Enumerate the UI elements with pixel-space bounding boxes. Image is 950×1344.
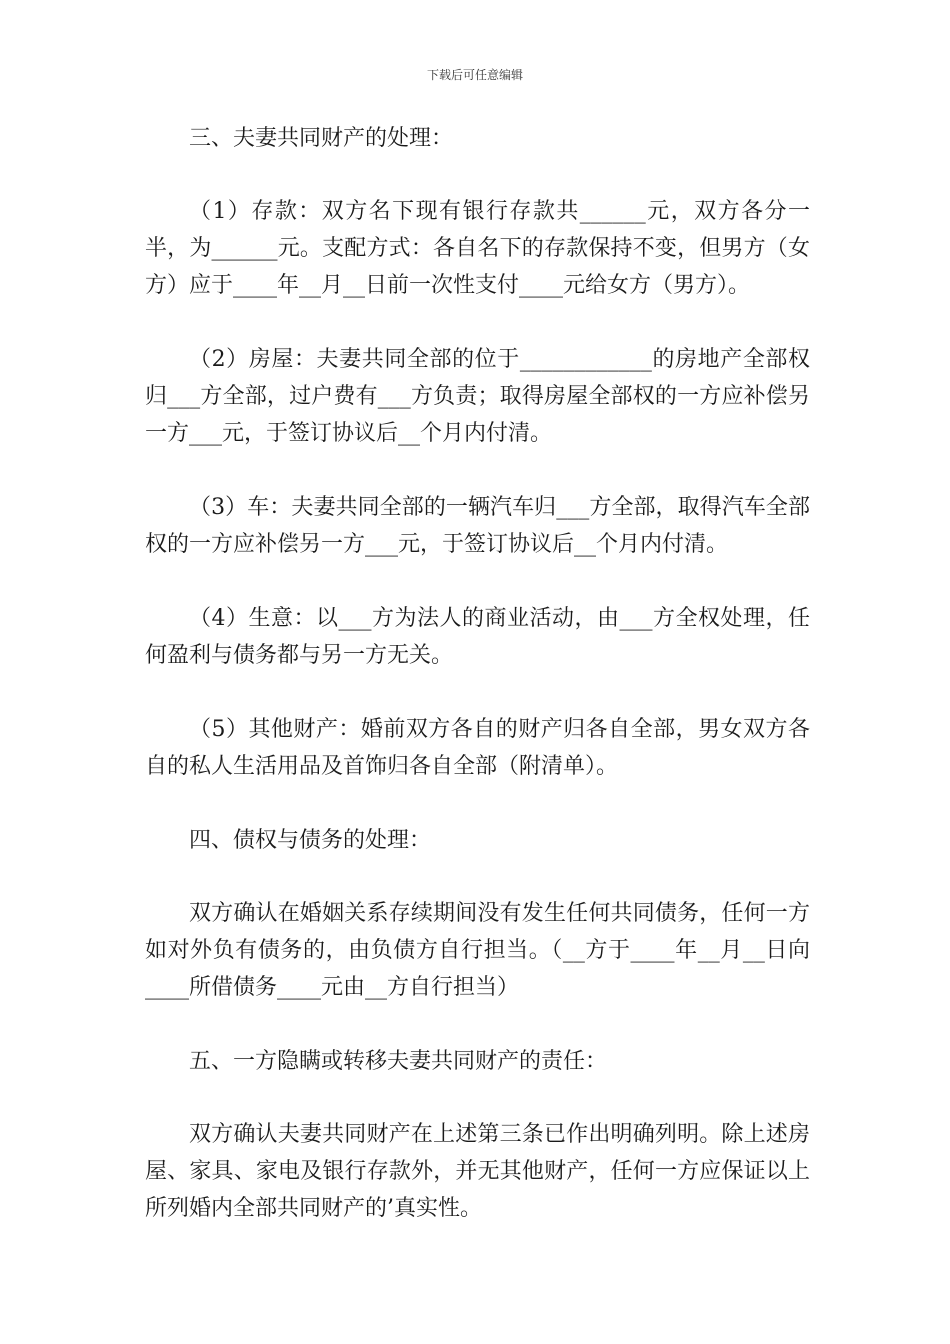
section-heading-5: 五、一方隐瞒或转移夫妻共同财产的责任： [189, 1049, 608, 1074]
paragraph-house: （2）房屋：夫妻共同全部的位于____________的房地产全部权归___方全部，过户费有___方负责；取得房屋全部权的一方应补偿另一方___元，于签订协议后__个月内付清。 [145, 347, 810, 446]
paragraph-debts: 双方确认在婚姻关系存续期间没有发生任何共同债务，任何一方如对外负有债务的，由负债方自行担当。（__方于____年__月__日向____所借债务____元由__方自行担当） [145, 901, 810, 1000]
section-heading-4: 四、债权与债务的处理： [189, 828, 432, 853]
paragraph-other-property: （5）其他财产：婚前双方各自的财产归各自全部，男女双方各自的私人生活用品及首饰归各自全部（附清单）。 [145, 717, 810, 779]
document-body [145, 120, 810, 1264]
paragraph-car: （3）车：夫妻共同全部的一辆汽车归___方全部，取得汽车全部权的一方应补偿另一方___元，于签订协议后__个月内付清。 [145, 495, 810, 557]
page-header: 下载后可任意编辑 [426, 68, 523, 82]
paragraph-deposits: （1）存款：双方名下现有银行存款共______元，双方各分一半，为______元。支配方式：各自名下的存款保持不变，但男方（女方）应于____年__月__日前一次性支付____元给女方（男方）。 [145, 199, 810, 298]
paragraph-concealment: 双方确认夫妻共同财产在上述第三条已作出明确列明。除上述房屋、家具、家电及银行存款外，并无其他财产，任何一方应保证以上所列婚内全部共同财产的’真实性。 [145, 1122, 810, 1221]
section-heading-3: 三、夫妻共同财产的处理： [189, 126, 454, 151]
paragraph-business: （4）生意：以___方为法人的商业活动，由___方全权处理，任何盈利与债务都与另一方无关。 [145, 606, 810, 668]
